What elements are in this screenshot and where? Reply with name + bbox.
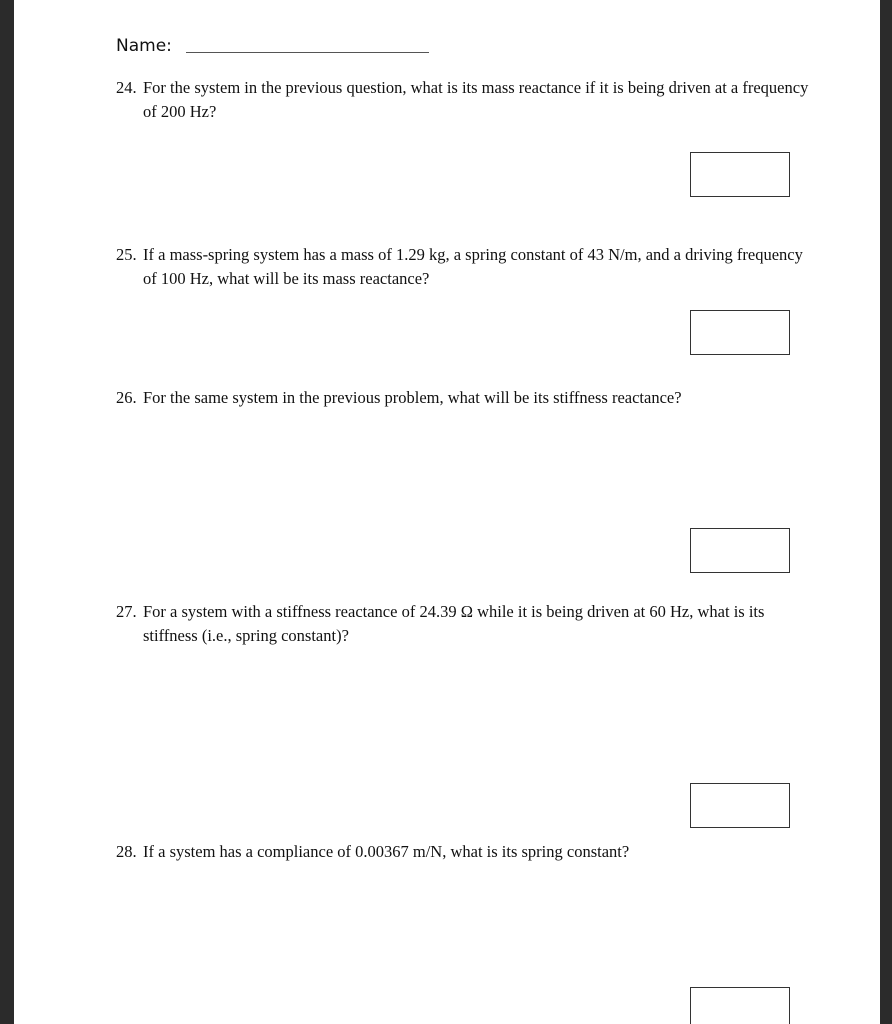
- question-28: [116, 840, 816, 864]
- question-text-continued: stiffness (i.e., spring constant)?: [143, 626, 349, 645]
- question-text: For the system in the previous question, what is its mass reactance if it is being driven at a frequency: [143, 78, 809, 97]
- answer-box-26[interactable]: [690, 528, 790, 573]
- question-text: For a system with a stiffness reactance of 24.39 Ω while it is being driven at 60 Hz, what is its: [143, 602, 765, 621]
- question-text-continued: of 200 Hz?: [143, 102, 217, 121]
- question-number: 28.: [116, 842, 137, 861]
- question-26: [116, 386, 816, 410]
- name-answer-line[interactable]: [186, 52, 429, 53]
- question-text: If a mass-spring system has a mass of 1.29 kg, a spring constant of 43 N/m, and a driving frequency: [143, 245, 803, 264]
- question-27: [116, 600, 816, 648]
- name-label: Name:: [116, 36, 172, 56]
- question-24: [116, 76, 816, 124]
- question-number: 25.: [116, 245, 137, 264]
- question-number: 24.: [116, 78, 137, 97]
- question-25: [116, 243, 816, 291]
- question-number: 26.: [116, 388, 137, 407]
- question-text: If a system has a compliance of 0.00367 m/N, what is its spring constant?: [143, 842, 630, 861]
- worksheet-page: [14, 0, 880, 1024]
- answer-box-25[interactable]: [690, 310, 790, 355]
- answer-box-28[interactable]: [690, 987, 790, 1024]
- question-text: For the same system in the previous problem, what will be its stiffness reactance?: [143, 388, 682, 407]
- question-number: 27.: [116, 602, 137, 621]
- question-text-continued: of 100 Hz, what will be its mass reactance?: [143, 269, 430, 288]
- answer-box-27[interactable]: [690, 783, 790, 828]
- answer-box-24[interactable]: [690, 152, 790, 197]
